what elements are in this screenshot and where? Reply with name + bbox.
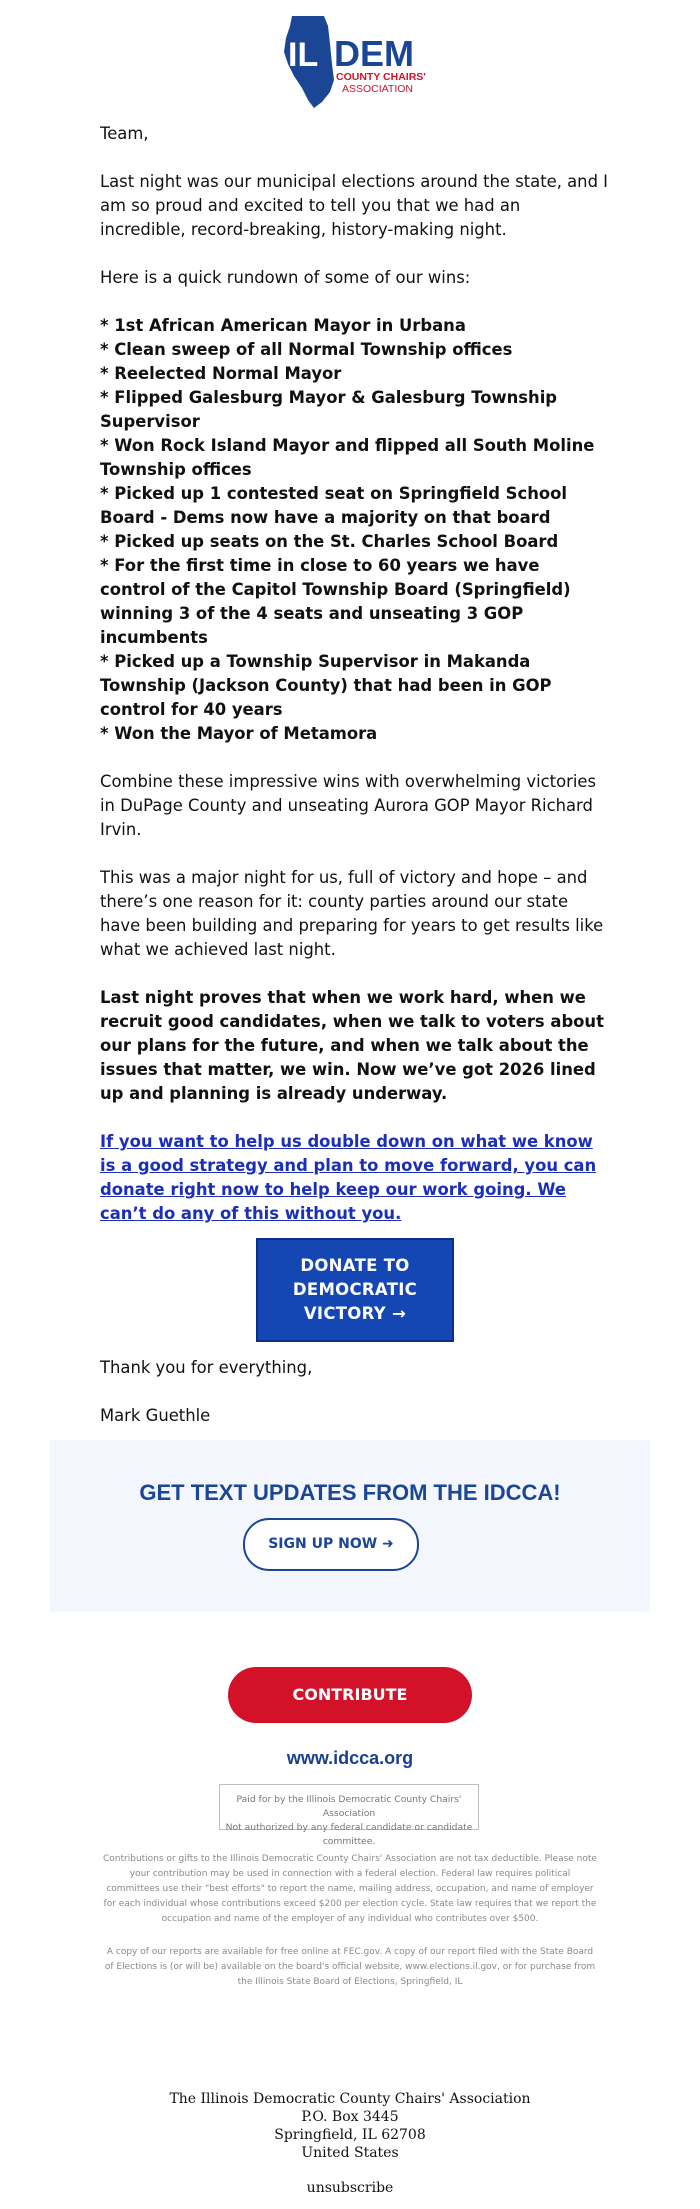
paid-for-box — [219, 1784, 479, 1847]
country-line: United States — [301, 2145, 399, 2161]
list-item: * 1st African American Mayor in Urbana — [100, 316, 466, 335]
logo-brand-text: DEM — [334, 33, 414, 74]
idcca-logo[interactable] — [276, 14, 426, 110]
combine-paragraph: Combine these impressive wins with overwhelming victories in DuPage County and unseating Aurora GOP Mayor Richard Irvin. — [100, 772, 597, 839]
greeting: Team, — [100, 124, 149, 143]
intro-paragraph: Last night was our municipal elections around the state, and I am so proud and excited to tell you that we had an incredible, record-breaking, history-making night. — [100, 172, 609, 239]
logo-sub2-text: ASSOCIATION — [342, 83, 413, 95]
logo-sub1-text: COUNTY CHAIRS' — [336, 71, 426, 83]
list-item: * Picked up a Township Supervisor in Makanda Township (Jackson County) that had been in GOP control for 40 years — [100, 652, 552, 719]
list-item: * Picked up 1 contested seat on Springfield School Board - Dems now have a majority on that board — [100, 484, 568, 527]
po-box: P.O. Box 3445 — [301, 2109, 399, 2125]
list-item: * Reelected Normal Mayor — [100, 364, 342, 383]
paid-for-line-2: Not authorized by any federal candidate or candidate committee. — [225, 1822, 473, 1847]
signer-name: Mark Guethle — [100, 1406, 211, 1425]
list-item: * Picked up seats on the St. Charles School Board — [100, 532, 559, 551]
text-updates-title: GET TEXT UPDATES FROM THE IDCCA! — [139, 1480, 561, 1505]
text-updates-panel — [50, 1440, 650, 1612]
email-body — [100, 122, 610, 1500]
proves-paragraph: Last night proves that when we work hard, when we recruit good candidates, when we talk to voters about our plans for the future, and when we talk about the issues that matter, we win. Now we’ve got 2026 lined up and planning is already underway. — [100, 988, 604, 1103]
mailing-address — [0, 2090, 700, 2162]
sign-up-button[interactable]: SIGN UP NOW ➜ — [243, 1518, 419, 1571]
major-night-paragraph: This was a major night for us, full of victory and hope – and there’s one reason for it: county parties around our state have been building and preparing for years to get results like what we achieved last night. — [100, 868, 604, 959]
contribute-button[interactable]: CONTRIBUTE — [228, 1667, 472, 1723]
wins-list — [100, 314, 610, 746]
paid-for-line-1: Paid for by the Illinois Democratic County Chairs' Association — [236, 1794, 462, 1819]
list-item: * Won the Mayor of Metamora — [100, 724, 378, 743]
disclaimer-contributions: Contributions or gifts to the Illinois Democratic County Chairs' Association are not tax deductible. Please note your contribution may be used in connection with a federal election. Federal law requires political committees use their "best efforts" to report the name, mailing address, occupation, and name of employer for each individual whose contributions exceed $200 per election cycle. State law requires that we report the occupation and name of the employer of any individual who contributes over $500. — [103, 1854, 597, 1924]
list-item: * Clean sweep of all Normal Township offices — [100, 340, 513, 359]
donate-button[interactable]: DONATE TO DEMOCRATIC VICTORY → — [256, 1238, 454, 1342]
logo-state-text: IL — [288, 36, 319, 74]
unsubscribe-link[interactable]: unsubscribe — [306, 2180, 394, 2196]
donate-link[interactable]: If you want to help us double down on what we know is a good strategy and plan to move forward, you can donate right now to help keep our work going. We can’t do any of this without you. — [100, 1132, 597, 1223]
list-item: * Flipped Galesburg Mayor & Galesburg Township Supervisor — [100, 388, 558, 431]
list-item: * For the first time in close to 60 years we have control of the Capitol Township Board (Springfield) winning 3 of the 4 seats and unseating 3 GOP incumbents — [100, 556, 571, 647]
list-item: * Won Rock Island Mayor and flipped all South Moline Township offices — [100, 436, 595, 479]
website-link[interactable]: www.idcca.org — [286, 1748, 414, 1768]
city-line: Springfield, IL 62708 — [274, 2127, 426, 2143]
rundown-paragraph: Here is a quick rundown of some of our wins: — [100, 268, 471, 287]
thanks-line: Thank you for everything, — [100, 1358, 313, 1377]
org-name: The Illinois Democratic County Chairs' Association — [169, 2091, 531, 2107]
disclaimer-reports: A copy of our reports are available for free online at FEC.gov. A copy of our report filed with the State Board of Elections is (or will be) available on the board's official website, www.elections.il.gov, or for purchase from the Illinois State Board of Elections, Springfield, IL — [104, 1947, 596, 1987]
